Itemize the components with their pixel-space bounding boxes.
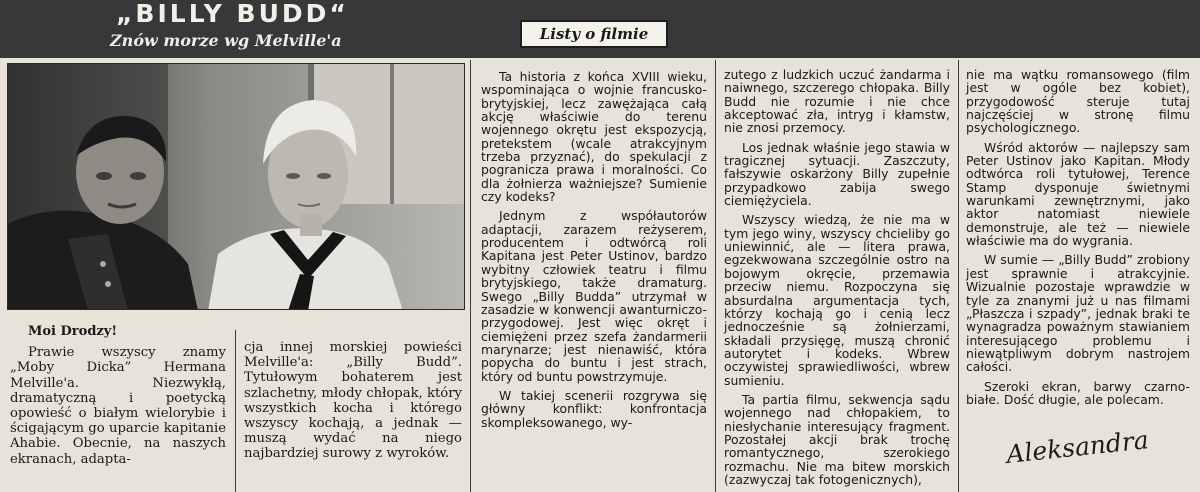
- article-column-5: [966, 68, 1190, 406]
- article-column-3: [481, 70, 707, 429]
- column-rule: [470, 60, 471, 492]
- article-title: „BILLY BUDD“: [116, 0, 349, 28]
- article-column-4: [724, 68, 950, 486]
- salutation: Moi Drodzy!: [28, 324, 118, 339]
- paragraph: Szeroki ekran, barwy czarno-białe. Dość długie, ale polecam.: [966, 378, 1190, 407]
- column-rule: [958, 60, 959, 492]
- article-column-2: [244, 340, 462, 462]
- paragraph: Los jednak właśnie jego stawia w tragicznej sytuacji. Zaszczuty, fałszywie oskarżony Billy zupełnie przypadkowo zabija swego ciemiężyciela.: [724, 139, 950, 209]
- film-still-photo-icon: [8, 64, 465, 310]
- paragraph: Ta historia z końca XVIII wieku, wspominająca o wojnie francusko-brytyjskiej, lecz zawężająca całą akcję właściwie do terenu wojennego okrętu jest ekspozycją, pretekstem (wcale atrakcyjnym trzeba przyznać), do spekulacji z pogranicza prawa i moralności. Co dla żołnierza ważniejsze? Sumienie czy kodeks?: [481, 69, 707, 205]
- paragraph: Wśród aktorów — najlepszy sam Peter Ustinov jako Kapitan. Młody odtwórca roli tytułowej, Terence Stamp dysponuje świetnymi warunkami zewnętrznymi, jako aktor natomiast niewiele demonstruje, ale też — niewiele właściwie ma do wygrania.: [966, 139, 1190, 249]
- film-still-photo: [7, 63, 465, 310]
- paragraph: Ta partia filmu, sekwencja sądu wojennego nad chłopakiem, to niesłychanie interesujący fragment. Pozostałej akcji brak trochę romantycznego, szerokiego rozmachu. Nie ma bitew morskich (zazwyczaj tak fotogenicznych),: [724, 391, 950, 487]
- header-band: [0, 0, 1200, 58]
- article-subtitle: Znów morze wg Melville'a: [110, 31, 342, 50]
- paragraph: Wszyscy wiedzą, że nie ma w tym jego winy, wszyscy chcieliby go uniewinnić, ale — litera prawa, egzekwowana szczególnie ostro na bojowym okręcie, przemawia przeciw niemu. Rozpoczyna się absurdalna argumentacja tych, którzy kochają go i cenią lecz jednocześnie są żołnierzami, składali przysięgę, muszą chronić autorytet i kodeks. Wbrew oczywistej sprawiedliwości, wbrew sumieniu.: [724, 212, 950, 388]
- paragraph: cja innej morskiej powieści Melville'a: „Billy Budd”. Tytułowym bohaterem jest szlachetny, młody chłopak, który wszystkich kocha i którego wszyscy kochają, a jednak — muszą wydać na niego najbardziej surowy z wyroków.: [244, 340, 462, 462]
- paragraph: W takiej scenerii rozgrywa się główny konflikt: konfrontacja skompleksowanego, wy-: [481, 387, 707, 430]
- paragraph: Prawie wszyscy znamy „Moby Dicka” Hermana Melville'a. Niezwykłą, dramatyczną i poetycką opowieść o białym wielorybie i ścigającym go uparcie kapitanie Ahabie. Obecnie, na naszych ekranach, adapta-: [10, 345, 226, 467]
- article-column-1: [10, 324, 226, 467]
- author-signature: Aleksandra: [1004, 425, 1150, 469]
- column-rule: [235, 330, 236, 492]
- column-rule: [715, 60, 716, 492]
- paragraph: nie ma wątku romansowego (film jest w ogóle bez kobiet), przygodowość steruje tutaj najczęściej w stronę filmu psychologicznego.: [966, 67, 1190, 136]
- paragraph: zutego z ludzkich uczuć żandarma i naiwnego, szczerego chłopaka. Billy Budd nie rozumie i nie chce akceptować zła, intryg i kłamstw, nie znosi przemocy.: [724, 67, 950, 136]
- section-rubric: Listy o filmie: [520, 20, 668, 48]
- paragraph: Jednym z współautorów adaptacji, zarazem reżyserem, producentem i odtwórcą roli Kapitana jest Peter Ustinov, bardzo wybitny człowiek teatru i filmu brytyjskiego, także dramaturg. Swego „Billy Budda” utrzymał w zasadzie w konwencji awanturniczo-przygodowej. Jest więc okręt i ciemiężeni przez szefa żandarmerii marynarze; jest nienawiść, która popycha do buntu i jest strach, który od buntu powstrzymuje.: [481, 208, 707, 384]
- paragraph: W sumie — „Billy Budd” zrobiony jest sprawnie i atrakcyjnie. Wizualnie pozostaje wprawdzie w tyle za znanymi już u nas filmami „Płaszcza i szpady”, jednak braki te wynagradza poważnym stawianiem interesującego problemu i niewątpliwym dobrym nastrojem całości.: [966, 252, 1190, 375]
